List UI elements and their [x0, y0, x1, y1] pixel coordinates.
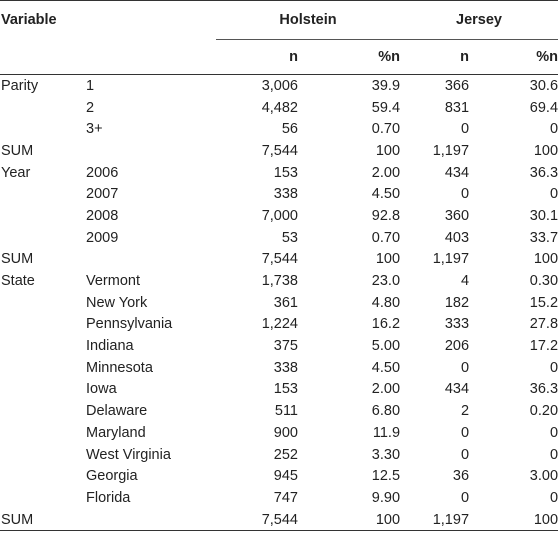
- cell-jersey-pct: 69.4: [529, 99, 558, 116]
- cell-jersey-n: 0: [460, 446, 470, 463]
- cell-subcategory: New York: [86, 294, 148, 311]
- cell-jersey-pct: 100: [533, 142, 558, 159]
- cell-holstein-pct: 39.9: [371, 77, 401, 94]
- cell-jersey-n: 0: [460, 121, 470, 138]
- cell-variable: SUM: [1, 251, 34, 268]
- cell-jersey-pct: 33.7: [529, 229, 558, 246]
- cell-jersey-n: 366: [444, 77, 470, 94]
- cell-jersey-pct: 0: [549, 186, 558, 203]
- cell-variable: [0, 357, 86, 379]
- cell-subcategory: 2008: [86, 207, 119, 224]
- cell-holstein-n: 361: [273, 294, 298, 311]
- cell-jersey-pct: 100: [533, 251, 558, 268]
- table-row: [0, 509, 558, 531]
- header-holstein-n: n: [289, 49, 298, 65]
- cell-holstein-pct: 59.4: [371, 99, 401, 116]
- cell-jersey-n: 36: [452, 468, 470, 485]
- cell-holstein-n: 53: [281, 229, 298, 246]
- cell-jersey-pct: 36.3: [529, 381, 558, 398]
- header-holstein: Holstein: [216, 1, 400, 40]
- table-row: [0, 118, 558, 140]
- cell-jersey-pct: 15.2: [529, 294, 558, 311]
- cell-holstein-n: 4,482: [261, 99, 298, 116]
- cell-variable: [0, 465, 86, 487]
- cell-subcategory: 1: [86, 77, 95, 94]
- table-row: [0, 249, 558, 271]
- cell-subcategory: Iowa: [86, 381, 117, 398]
- cell-subcategory: [86, 249, 216, 271]
- cell-holstein-pct: 4.50: [371, 359, 401, 376]
- cell-holstein-n: 153: [273, 164, 298, 181]
- cell-jersey-pct: 3.00: [529, 468, 558, 485]
- table-row: [0, 487, 558, 509]
- cell-variable: [0, 422, 86, 444]
- cell-jersey-n: 206: [444, 338, 470, 355]
- cell-subcategory: Minnesota: [86, 359, 153, 376]
- cell-subcategory: 2009: [86, 229, 119, 246]
- cell-subcategory: West Virginia: [86, 446, 171, 463]
- cell-jersey-pct: 0.30: [529, 273, 558, 290]
- cell-holstein-n: 1,738: [261, 273, 298, 290]
- table-row: [0, 227, 558, 249]
- cell-variable: [0, 97, 86, 119]
- cell-holstein-n: 252: [273, 446, 298, 463]
- cell-jersey-n: 434: [444, 164, 470, 181]
- cell-holstein-pct: 100: [375, 142, 401, 159]
- cell-holstein-n: 56: [281, 121, 298, 138]
- cell-holstein-pct: 16.2: [371, 316, 401, 333]
- cell-jersey-n: 0: [460, 359, 470, 376]
- table-row: [0, 270, 558, 292]
- cell-holstein-pct: 0.70: [371, 229, 401, 246]
- cell-jersey-n: 434: [444, 381, 470, 398]
- cell-holstein-n: 511: [274, 403, 298, 420]
- cell-variable: [0, 227, 86, 249]
- cell-jersey-pct: 0: [549, 424, 558, 441]
- cell-jersey-n: 1,197: [400, 509, 479, 531]
- cell-holstein-pct: 0.70: [371, 121, 401, 138]
- cell-jersey-n: 0: [460, 186, 470, 203]
- cell-holstein-n: 747: [273, 489, 298, 506]
- table-row: [0, 379, 558, 401]
- cell-jersey-pct: 0.20: [529, 403, 558, 420]
- cell-variable: SUM: [0, 509, 86, 531]
- cell-holstein-pct: 11.9: [372, 424, 401, 441]
- cell-variable: State: [1, 273, 35, 290]
- table-row: [0, 183, 558, 205]
- cell-holstein-n: 338: [273, 359, 298, 376]
- table-row: [0, 444, 558, 466]
- cell-holstein-pct: 92.8: [371, 207, 401, 224]
- cell-jersey-pct: 100: [479, 509, 558, 531]
- cell-subcategory: Florida: [86, 489, 131, 506]
- cell-variable: [0, 183, 86, 205]
- table-row: [0, 314, 558, 336]
- cell-subcategory: Indiana: [86, 338, 134, 355]
- cell-holstein-n: 945: [273, 468, 298, 485]
- cell-jersey-n: 182: [444, 294, 470, 311]
- cell-variable: [0, 444, 86, 466]
- cell-holstein-n: 7,000: [261, 207, 298, 224]
- header-holstein-pct: %n: [378, 49, 401, 65]
- table-row: [0, 400, 558, 422]
- cell-holstein-pct: 12.5: [371, 468, 401, 485]
- cell-holstein-pct: 6.80: [371, 403, 401, 420]
- cell-variable: [0, 487, 86, 509]
- table-row: [0, 162, 558, 184]
- cell-subcategory: Pennsylvania: [86, 316, 173, 333]
- cell-variable: [0, 335, 86, 357]
- table-row: [0, 140, 558, 162]
- table-row: [0, 75, 558, 97]
- cell-subcategory: Maryland: [86, 424, 146, 441]
- header-variable: Variable: [1, 12, 57, 29]
- cell-holstein-pct: 5.00: [371, 338, 401, 355]
- cell-holstein-n: 7,544: [261, 142, 298, 159]
- table-row: [0, 292, 558, 314]
- table-row: [0, 97, 558, 119]
- cell-jersey-pct: 0: [549, 446, 558, 463]
- cell-holstein-pct: 100: [308, 509, 400, 531]
- cell-jersey-pct: 27.8: [529, 316, 558, 333]
- cell-holstein-n: 7,544: [216, 509, 308, 531]
- cell-holstein-n: 3,006: [261, 77, 298, 94]
- cell-jersey-pct: 17.2: [529, 338, 558, 355]
- cell-holstein-n: 1,224: [261, 316, 298, 333]
- cell-variable: Parity: [1, 77, 39, 94]
- cell-subcategory: 2007: [86, 186, 119, 203]
- cell-jersey-pct: 0: [549, 121, 558, 138]
- cell-subcategory: Vermont: [86, 273, 140, 290]
- cell-jersey-n: 0: [460, 489, 470, 506]
- cell-jersey-pct: 0: [549, 489, 558, 506]
- table-row: [0, 335, 558, 357]
- cell-holstein-pct: 3.30: [371, 446, 401, 463]
- cell-holstein-n: 900: [273, 424, 298, 441]
- cell-variable: [0, 400, 86, 422]
- cell-subcategory: 2006: [86, 164, 119, 181]
- cell-holstein-pct: 2.00: [371, 164, 401, 181]
- table-row: [0, 205, 558, 227]
- cell-jersey-pct: 30.6: [529, 77, 558, 94]
- cell-holstein-pct: 2.00: [371, 381, 401, 398]
- cell-subcategory: 2: [86, 99, 95, 116]
- header-jersey: Jersey: [400, 1, 558, 40]
- cell-jersey-n: 4: [460, 273, 470, 290]
- cell-variable: [0, 314, 86, 336]
- cell-jersey-pct: 0: [549, 359, 558, 376]
- cell-subcategory: [86, 509, 216, 531]
- cell-subcategory: [86, 140, 216, 162]
- cell-subcategory: 3+: [86, 121, 103, 138]
- cell-jersey-pct: 36.3: [529, 164, 558, 181]
- cell-variable: [0, 292, 86, 314]
- cell-holstein-n: 153: [273, 381, 298, 398]
- cell-holstein-pct: 100: [375, 251, 401, 268]
- cell-variable: Year: [1, 164, 31, 181]
- cell-subcategory: Georgia: [86, 468, 138, 485]
- cell-jersey-n: 1,197: [432, 142, 470, 159]
- table-row: [0, 422, 558, 444]
- cell-variable: [0, 205, 86, 227]
- cell-jersey-n: 0: [460, 424, 470, 441]
- cell-jersey-n: 2: [460, 403, 470, 420]
- cell-jersey-n: 1,197: [432, 251, 470, 268]
- cell-variable: [0, 379, 86, 401]
- cell-holstein-n: 338: [273, 186, 298, 203]
- table-body: [0, 75, 558, 531]
- cell-variable: SUM: [1, 142, 34, 159]
- table-row: [0, 465, 558, 487]
- cell-jersey-n: 360: [444, 207, 470, 224]
- table-row: [0, 357, 558, 379]
- cell-jersey-n: 403: [444, 229, 470, 246]
- cell-holstein-pct: 9.90: [371, 489, 401, 506]
- cell-subcategory: Delaware: [86, 403, 148, 420]
- header-jersey-pct: %n: [536, 49, 558, 65]
- cell-holstein-n: 7,544: [261, 251, 298, 268]
- cell-jersey-n: 333: [444, 316, 470, 333]
- cell-jersey-n: 831: [444, 99, 470, 116]
- cell-jersey-pct: 30.1: [529, 207, 558, 224]
- cell-variable: [0, 118, 86, 140]
- header-jersey-n: n: [460, 49, 470, 65]
- cell-holstein-pct: 23.0: [371, 273, 401, 290]
- cell-holstein-pct: 4.80: [371, 294, 401, 311]
- cell-holstein-pct: 4.50: [371, 186, 401, 203]
- cell-holstein-n: 375: [273, 338, 298, 355]
